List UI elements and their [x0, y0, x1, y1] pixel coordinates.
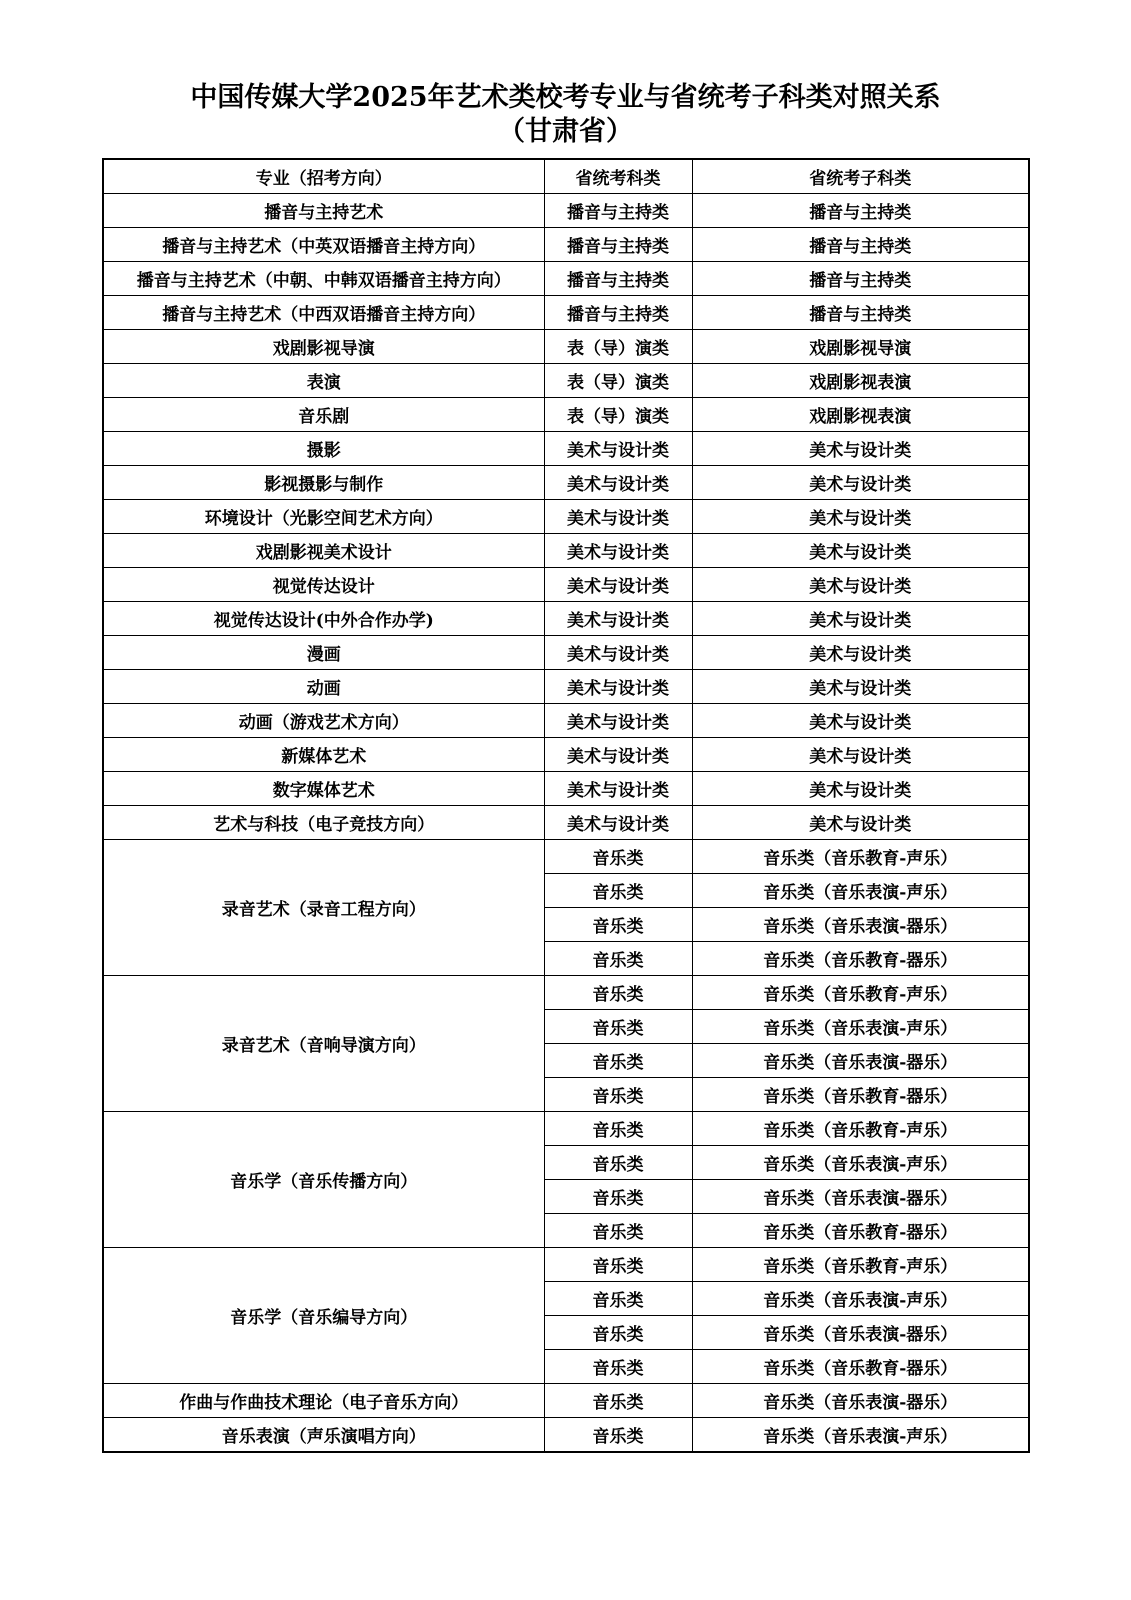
- document-subtitle-province: （甘肃省）: [498, 116, 633, 147]
- exam-category-cell: 音乐类: [544, 1418, 692, 1453]
- table-row: [103, 262, 1029, 296]
- exam-category-cell: 美术与设计类: [544, 636, 692, 670]
- exam-category-cell: 音乐类: [544, 1010, 692, 1044]
- major-cell: 艺术与科技（电子竞技方向）: [103, 806, 544, 840]
- exam-subcategory-cell: 音乐类（音乐教育-声乐）: [692, 976, 1029, 1010]
- major-cell: 播音与主持艺术（中英双语播音主持方向）: [103, 228, 544, 262]
- exam-subcategory-cell: 美术与设计类: [692, 806, 1029, 840]
- exam-subcategory-cell: 播音与主持类: [692, 228, 1029, 262]
- major-cell: 动画: [103, 670, 544, 704]
- major-cell: 新媒体艺术: [103, 738, 544, 772]
- table-row: [103, 1418, 1029, 1453]
- exam-category-cell: 音乐类: [544, 1282, 692, 1316]
- exam-category-cell: 音乐类: [544, 840, 692, 874]
- major-cell: 摄影: [103, 432, 544, 466]
- exam-category-cell: 音乐类: [544, 1112, 692, 1146]
- exam-subcategory-cell: 美术与设计类: [692, 568, 1029, 602]
- exam-subcategory-cell: 美术与设计类: [692, 466, 1029, 500]
- major-cell: 音乐学（音乐传播方向）: [103, 1112, 544, 1248]
- major-cell: 视觉传达设计: [103, 568, 544, 602]
- exam-subcategory-cell: 音乐类（音乐表演-声乐）: [692, 874, 1029, 908]
- major-cell: 播音与主持艺术（中西双语播音主持方向）: [103, 296, 544, 330]
- table-row: [103, 738, 1029, 772]
- exam-subcategory-cell: 美术与设计类: [692, 670, 1029, 704]
- header-major: 专业（招考方向）: [103, 159, 544, 194]
- exam-subcategory-cell: 美术与设计类: [692, 602, 1029, 636]
- table-row: [103, 568, 1029, 602]
- exam-subcategory-cell: 播音与主持类: [692, 262, 1029, 296]
- major-cell: 戏剧影视美术设计: [103, 534, 544, 568]
- exam-category-cell: 音乐类: [544, 1180, 692, 1214]
- exam-subcategory-cell: 音乐类（音乐教育-器乐）: [692, 942, 1029, 976]
- exam-category-cell: 音乐类: [544, 942, 692, 976]
- exam-subcategory-cell: 音乐类（音乐表演-器乐）: [692, 1044, 1029, 1078]
- exam-subcategory-cell: 音乐类（音乐表演-器乐）: [692, 908, 1029, 942]
- exam-category-cell: 音乐类: [544, 874, 692, 908]
- table-row: [103, 670, 1029, 704]
- major-cell: 数字媒体艺术: [103, 772, 544, 806]
- table-row: [103, 806, 1029, 840]
- exam-category-cell: 音乐类: [544, 1316, 692, 1350]
- table-row: [103, 432, 1029, 466]
- exam-subcategory-cell: 音乐类（音乐教育-声乐）: [692, 840, 1029, 874]
- table-row: [103, 772, 1029, 806]
- exam-subcategory-cell: 音乐类（音乐表演-声乐）: [692, 1418, 1029, 1453]
- exam-category-cell: 表（导）演类: [544, 364, 692, 398]
- table-row: [103, 840, 1029, 874]
- major-cell: 播音与主持艺术: [103, 194, 544, 228]
- exam-category-cell: 音乐类: [544, 1214, 692, 1248]
- table-row: [103, 296, 1029, 330]
- table-row: [103, 704, 1029, 738]
- header-exam-category: 省统考科类: [544, 159, 692, 194]
- exam-category-cell: 美术与设计类: [544, 568, 692, 602]
- exam-category-cell: 音乐类: [544, 1078, 692, 1112]
- exam-subcategory-cell: 音乐类（音乐表演-声乐）: [692, 1146, 1029, 1180]
- table-row: [103, 636, 1029, 670]
- exam-subcategory-cell: 音乐类（音乐教育-器乐）: [692, 1214, 1029, 1248]
- exam-category-cell: 美术与设计类: [544, 500, 692, 534]
- table-row: [103, 1248, 1029, 1282]
- exam-category-cell: 美术与设计类: [544, 772, 692, 806]
- exam-category-cell: 表（导）演类: [544, 398, 692, 432]
- exam-category-cell: 美术与设计类: [544, 602, 692, 636]
- table-row: [103, 466, 1029, 500]
- exam-category-cell: 美术与设计类: [544, 466, 692, 500]
- table-row: [103, 228, 1029, 262]
- table-row: [103, 1112, 1029, 1146]
- exam-subcategory-cell: 音乐类（音乐教育-声乐）: [692, 1248, 1029, 1282]
- exam-category-cell: 音乐类: [544, 1350, 692, 1384]
- header-exam-subcategory: 省统考子科类: [692, 159, 1029, 194]
- exam-category-cell: 音乐类: [544, 1044, 692, 1078]
- exam-subcategory-cell: 美术与设计类: [692, 534, 1029, 568]
- major-cell: 环境设计（光影空间艺术方向）: [103, 500, 544, 534]
- exam-category-cell: 美术与设计类: [544, 534, 692, 568]
- exam-subcategory-cell: 戏剧影视导演: [692, 330, 1029, 364]
- exam-subcategory-cell: 音乐类（音乐表演-器乐）: [692, 1316, 1029, 1350]
- exam-subcategory-cell: 美术与设计类: [692, 500, 1029, 534]
- exam-subcategory-cell: 音乐类（音乐教育-器乐）: [692, 1350, 1029, 1384]
- exam-category-cell: 美术与设计类: [544, 670, 692, 704]
- major-cell: 音乐剧: [103, 398, 544, 432]
- exam-subcategory-cell: 音乐类（音乐教育-声乐）: [692, 1112, 1029, 1146]
- table-header-row: [103, 159, 1029, 194]
- exam-category-cell: 播音与主持类: [544, 194, 692, 228]
- major-cell: 视觉传达设计(中外合作办学): [103, 602, 544, 636]
- exam-subcategory-cell: 音乐类（音乐表演-声乐）: [692, 1282, 1029, 1316]
- major-cell: 戏剧影视导演: [103, 330, 544, 364]
- exam-subcategory-cell: 美术与设计类: [692, 772, 1029, 806]
- table-row: [103, 364, 1029, 398]
- exam-category-cell: 音乐类: [544, 1384, 692, 1418]
- exam-subcategory-cell: 戏剧影视表演: [692, 364, 1029, 398]
- major-cell: 漫画: [103, 636, 544, 670]
- document-title: 中国传媒大学2025年艺术类校考专业与省统考子科类对照关系: [190, 82, 941, 113]
- exam-category-cell: 音乐类: [544, 976, 692, 1010]
- major-cell: 音乐学（音乐编导方向）: [103, 1248, 544, 1384]
- exam-category-cell: 音乐类: [544, 1146, 692, 1180]
- major-cell: 播音与主持艺术（中朝、中韩双语播音主持方向）: [103, 262, 544, 296]
- exam-category-cell: 音乐类: [544, 1248, 692, 1282]
- mapping-table: [102, 158, 1030, 1453]
- exam-subcategory-cell: 美术与设计类: [692, 432, 1029, 466]
- major-cell: 录音艺术（录音工程方向）: [103, 840, 544, 976]
- exam-category-cell: 播音与主持类: [544, 296, 692, 330]
- major-cell: 作曲与作曲技术理论（电子音乐方向）: [103, 1384, 544, 1418]
- exam-subcategory-cell: 音乐类（音乐教育-器乐）: [692, 1078, 1029, 1112]
- major-cell: 音乐表演（声乐演唱方向）: [103, 1418, 544, 1453]
- exam-subcategory-cell: 美术与设计类: [692, 704, 1029, 738]
- major-cell: 录音艺术（音响导演方向）: [103, 976, 544, 1112]
- exam-category-cell: 播音与主持类: [544, 228, 692, 262]
- exam-category-cell: 表（导）演类: [544, 330, 692, 364]
- table-row: [103, 500, 1029, 534]
- exam-subcategory-cell: 美术与设计类: [692, 636, 1029, 670]
- exam-category-cell: 美术与设计类: [544, 806, 692, 840]
- major-cell: 表演: [103, 364, 544, 398]
- table-row: [103, 534, 1029, 568]
- exam-subcategory-cell: 播音与主持类: [692, 194, 1029, 228]
- exam-category-cell: 播音与主持类: [544, 262, 692, 296]
- exam-subcategory-cell: 音乐类（音乐表演-声乐）: [692, 1010, 1029, 1044]
- table-row: [103, 1384, 1029, 1418]
- exam-subcategory-cell: 播音与主持类: [692, 296, 1029, 330]
- table-row: [103, 398, 1029, 432]
- table-row: [103, 330, 1029, 364]
- table-body: [103, 194, 1029, 1453]
- exam-subcategory-cell: 音乐类（音乐表演-器乐）: [692, 1180, 1029, 1214]
- exam-subcategory-cell: 戏剧影视表演: [692, 398, 1029, 432]
- major-cell: 动画（游戏艺术方向）: [103, 704, 544, 738]
- table-row: [103, 602, 1029, 636]
- table-row: [103, 194, 1029, 228]
- exam-category-cell: 美术与设计类: [544, 432, 692, 466]
- exam-category-cell: 音乐类: [544, 908, 692, 942]
- major-cell: 影视摄影与制作: [103, 466, 544, 500]
- table-row: [103, 976, 1029, 1010]
- exam-subcategory-cell: 音乐类（音乐表演-器乐）: [692, 1384, 1029, 1418]
- exam-category-cell: 美术与设计类: [544, 738, 692, 772]
- exam-subcategory-cell: 美术与设计类: [692, 738, 1029, 772]
- exam-category-cell: 美术与设计类: [544, 704, 692, 738]
